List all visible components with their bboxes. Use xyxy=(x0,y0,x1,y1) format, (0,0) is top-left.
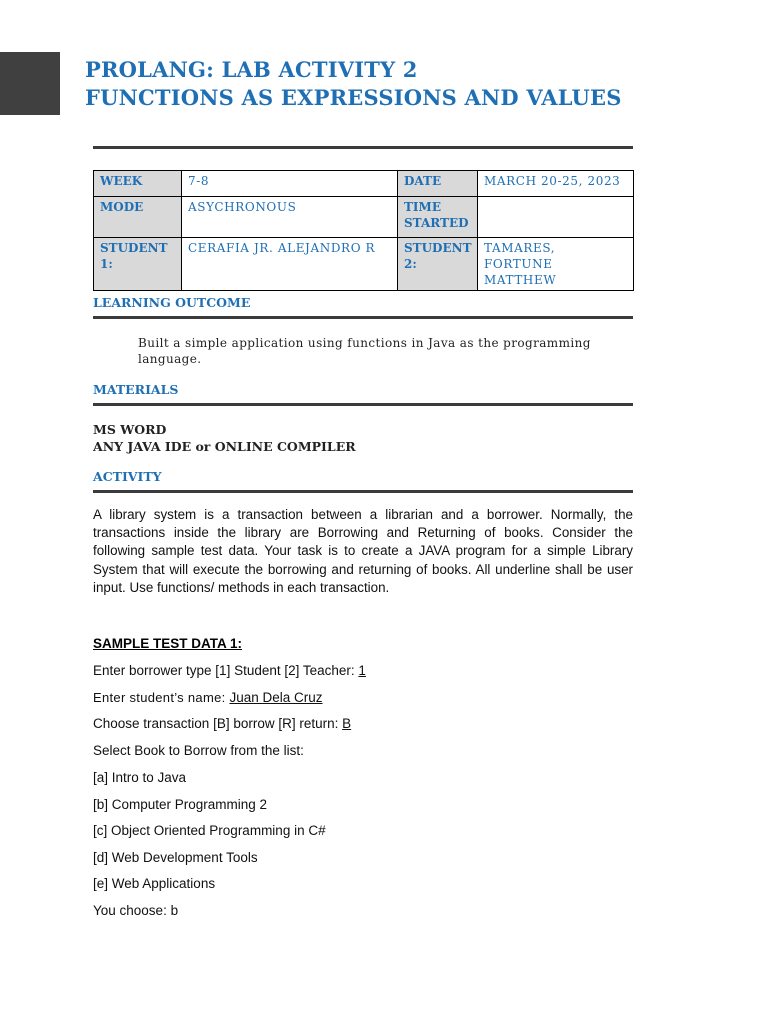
student2-label: STUDENT 2: xyxy=(398,238,478,291)
student2-value: TAMARES, FORTUNE MATTHEW xyxy=(478,238,634,291)
borrower-type-line xyxy=(93,663,366,678)
book-option-d: [d] Web Development Tools xyxy=(93,850,258,865)
title-line-2: FUNCTIONS AS EXPRESSIONS AND VALUES xyxy=(85,85,622,110)
select-book-prompt: Select Book to Borrow from the list: xyxy=(93,743,304,758)
week-label: WEEK xyxy=(94,171,182,197)
time-started-value xyxy=(478,197,634,238)
sample-test-heading: SAMPLE TEST DATA 1: xyxy=(93,636,243,651)
activity-paragraph: A library system is a transaction between a librarian and a borrower. Normally, the transactions inside the library are Borrowing and Returning of books. Consider the following sample test data. Your task is to create a JAVA program for a simple Library System that will execute the borrowing and returning of books. All underline shall be user input. Use functions/ methods in each transaction. xyxy=(93,507,633,595)
material-item: MS WORD xyxy=(93,422,167,437)
transaction-prompt: Choose transaction [B] borrow [R] return: xyxy=(93,716,343,731)
corner-block-decoration xyxy=(0,52,60,115)
student-name-prompt: Enter student’s name: xyxy=(93,690,230,705)
info-row-week xyxy=(94,171,634,197)
mode-label: MODE xyxy=(94,197,182,238)
learning-outcome-heading: LEARNING OUTCOME xyxy=(93,295,251,310)
title-divider xyxy=(93,146,633,149)
learning-outcome-divider xyxy=(93,316,633,319)
document-title xyxy=(85,56,622,112)
date-value: MARCH 20-25, 2023 xyxy=(478,171,634,197)
book-option-c: [c] Object Oriented Programming in C# xyxy=(93,823,326,838)
mode-value: ASYCHRONOUS xyxy=(182,197,398,238)
activity-heading: ACTIVITY xyxy=(93,469,162,484)
student-name-input: Juan Dela Cruz xyxy=(229,690,323,705)
title-line-1: PROLANG: LAB ACTIVITY 2 xyxy=(85,57,418,82)
activity-divider xyxy=(93,490,633,493)
materials-divider xyxy=(93,403,633,406)
borrower-type-prompt: Enter borrower type [1] Student [2] Teacher: xyxy=(93,663,359,678)
book-option-b: [b] Computer Programming 2 xyxy=(93,797,268,812)
info-row-students xyxy=(94,238,634,291)
week-value: 7-8 xyxy=(182,171,398,197)
date-label: DATE xyxy=(398,171,478,197)
student1-label: STUDENT 1: xyxy=(94,238,182,291)
info-row-mode xyxy=(94,197,634,238)
you-choose-line: You choose: b xyxy=(93,903,179,918)
materials-heading: MATERIALS xyxy=(93,382,179,397)
info-table xyxy=(93,170,634,291)
student1-value: CERAFIA JR. ALEJANDRO R xyxy=(182,238,398,291)
book-option-a: [a] Intro to Java xyxy=(93,770,187,785)
transaction-line xyxy=(93,716,351,731)
book-option-e: [e] Web Applications xyxy=(93,876,216,891)
material-item: ANY JAVA IDE or ONLINE COMPILER xyxy=(93,439,356,454)
transaction-input: B xyxy=(342,716,352,731)
materials-list xyxy=(93,421,356,455)
borrower-type-input: 1 xyxy=(358,663,366,678)
time-started-label: TIME STARTED xyxy=(398,197,478,238)
student-name-line xyxy=(93,690,322,705)
learning-outcome-text: Built a simple application using functions in Java as the programming language. xyxy=(138,336,591,366)
